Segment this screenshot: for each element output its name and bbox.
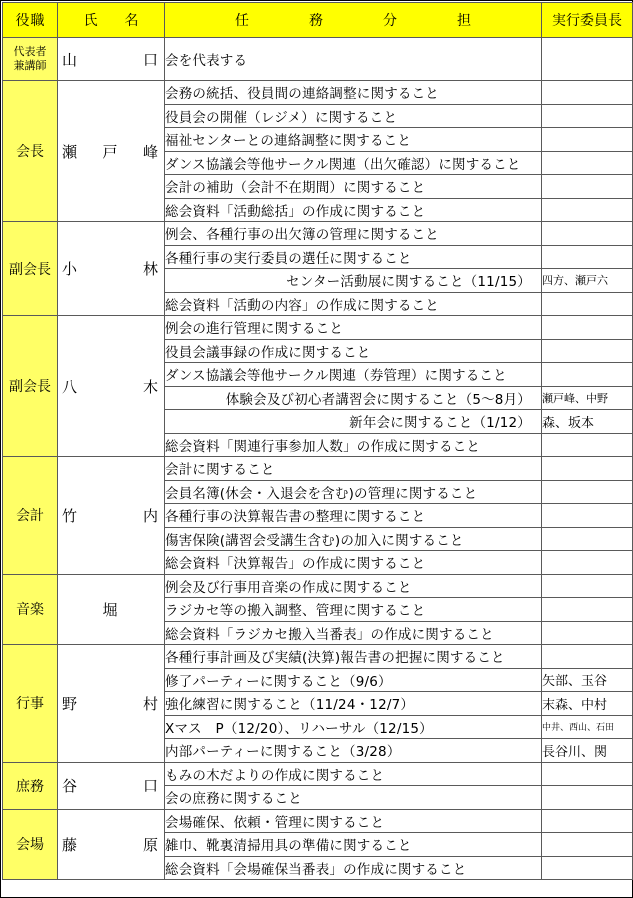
header-name <box>58 3 165 38</box>
exec-committee-cell <box>542 762 633 786</box>
table-row <box>3 38 633 81</box>
exec-committee-cell: 中井、西山、石田 <box>542 715 633 739</box>
duty-cell: 総会資料「関連行事参加人数」の作成に関すること <box>165 433 542 457</box>
table-row <box>3 645 633 669</box>
duty-cell: 会計に関すること <box>165 457 542 481</box>
exec-committee-cell <box>542 316 633 340</box>
duty-cell: 役員会の開催（レジメ）に関すること <box>165 104 542 128</box>
duty-cell: 会務の統括、役員間の連絡調整に関すること <box>165 81 542 105</box>
exec-committee-cell <box>542 598 633 622</box>
person-name <box>58 599 164 620</box>
name-char: 堀 <box>102 600 118 619</box>
exec-committee-cell <box>542 809 633 833</box>
duty-cell: 雑巾、靴裏清掃用具の準備に関すること <box>165 833 542 857</box>
role-label: 会計 <box>16 508 44 525</box>
name-char: 谷 <box>62 777 78 795</box>
duty-cell: 会計の補助（会計不在期間）に関すること <box>165 175 542 199</box>
duty-cell: 会の庶務に関すること <box>165 786 542 810</box>
duty-cell: 総会資料「ラジカセ搬入当番表」の作成に関すること <box>165 621 542 645</box>
duty-cell: 福祉センターとの連絡調整に関すること <box>165 128 542 152</box>
exec-committee-cell <box>542 198 633 222</box>
person-name <box>58 775 164 796</box>
role-cell <box>3 316 58 457</box>
exec-committee-cell <box>542 527 633 551</box>
duty-cell: ラジカセ等の搬入調整、管理に関すること <box>165 598 542 622</box>
exec-committee-cell <box>542 292 633 316</box>
exec-committee-cell <box>542 175 633 199</box>
role-label: 音楽 <box>16 602 44 619</box>
duty-cell: 総会資料「活動の内容」の作成に関すること <box>165 292 542 316</box>
person-name <box>58 834 164 855</box>
duty-cell: 総会資料「活動総括」の作成に関すること <box>165 198 542 222</box>
duty-cell: 各種行事の実行委員の選任に関すること <box>165 245 542 269</box>
name-cell <box>58 645 165 763</box>
name-char: 竹 <box>62 506 78 525</box>
duty-cell: 体験会及び初心者講習会に関すること（5～8月） <box>165 386 542 410</box>
role-label: 会場 <box>16 837 44 854</box>
person-name <box>58 376 164 397</box>
duty-assignment-table <box>2 2 633 880</box>
name-char: 林 <box>142 260 158 278</box>
name-cell <box>58 762 165 809</box>
exec-committee-cell <box>542 339 633 363</box>
header-role-char: 職 <box>30 13 45 29</box>
role-cell <box>3 645 58 763</box>
name-char: 口 <box>142 50 158 69</box>
person-name <box>58 505 164 526</box>
name-cell <box>58 457 165 575</box>
table-row <box>3 222 633 246</box>
role-cell <box>3 762 58 809</box>
exec-committee-cell <box>542 833 633 857</box>
exec-committee-cell <box>542 151 633 175</box>
role-cell <box>3 574 58 645</box>
exec-committee-cell: 瀬戸峰、中野 <box>542 386 633 410</box>
exec-committee-cell <box>542 81 633 105</box>
role-cell <box>3 809 58 880</box>
role-cell <box>3 457 58 575</box>
person-name <box>58 49 164 70</box>
duty-cell: 修了パーティーに関すること（9/6） <box>165 668 542 692</box>
duty-cell: 各種行事の決算報告書の整理に関すること <box>165 504 542 528</box>
name-char: 木 <box>142 377 158 396</box>
exec-committee-cell <box>542 128 633 152</box>
duty-cell: ダンス協議会等他サークル関連（出欠確認）に関すること <box>165 151 542 175</box>
exec-committee-cell <box>542 645 633 669</box>
header-exec: 実行委員長 <box>542 3 633 38</box>
role-cell <box>3 81 58 222</box>
duty-cell: 例会及び行事用音楽の作成に関すること <box>165 574 542 598</box>
table-row <box>3 809 633 833</box>
duty-cell: ダンス協議会等他サークル関連（券管理）に関すること <box>165 363 542 387</box>
role-line: 兼講師 <box>13 59 47 72</box>
name-char: 峰 <box>142 142 158 161</box>
name-cell <box>58 38 165 81</box>
role-label: 行事 <box>16 696 44 713</box>
table-row <box>3 457 633 481</box>
exec-committee-cell <box>542 433 633 457</box>
exec-committee-cell <box>542 574 633 598</box>
header-duty <box>165 3 542 38</box>
duty-cell: 新年会に関すること（1/12） <box>165 410 542 434</box>
exec-committee-cell: 矢部、玉谷 <box>542 668 633 692</box>
exec-committee-cell <box>542 363 633 387</box>
exec-committee-cell <box>542 104 633 128</box>
name-char: 八 <box>62 377 78 396</box>
exec-committee-cell <box>542 786 633 810</box>
role-label: 庶務 <box>16 778 44 795</box>
exec-committee-cell <box>542 621 633 645</box>
name-char: 野 <box>62 694 78 713</box>
exec-committee-cell <box>542 551 633 575</box>
person-name <box>58 141 164 162</box>
name-char: 村 <box>142 694 158 713</box>
duty-cell: 役員会議事録の作成に関すること <box>165 339 542 363</box>
header-name-char: 氏 <box>83 13 98 29</box>
name-char: 山 <box>62 50 78 69</box>
name-char: 戸 <box>102 142 118 161</box>
duty-cell: 例会の進行管理に関すること <box>165 316 542 340</box>
person-name <box>58 693 164 714</box>
exec-committee-cell <box>542 856 633 880</box>
name-char: 原 <box>142 835 158 854</box>
exec-committee-cell <box>542 245 633 269</box>
exec-committee-cell <box>542 480 633 504</box>
duty-cell: 内部パーティーに関すること（3/28） <box>165 739 542 763</box>
duty-cell: 各種行事計画及び実績(決算)報告書の把握に関すること <box>165 645 542 669</box>
exec-committee-cell: 森、坂本 <box>542 410 633 434</box>
name-cell <box>58 809 165 880</box>
duty-cell: 会員名簿(休会・入退会を含む)の管理に関すること <box>165 480 542 504</box>
duty-cell: 会を代表する <box>165 38 542 81</box>
exec-committee-cell: 長谷川、関 <box>542 739 633 763</box>
duty-cell: 傷害保険(講習会受講生含む)の加入に関すること <box>165 527 542 551</box>
duty-cell: 会場確保、依頼・管理に関すること <box>165 809 542 833</box>
header-duty-char: 務 <box>309 13 323 29</box>
exec-committee-cell: 末森、中村 <box>542 692 633 716</box>
name-cell <box>58 222 165 316</box>
exec-committee-cell <box>542 38 633 81</box>
duty-cell: もみの木だよりの作成に関すること <box>165 762 542 786</box>
header-name-char: 名 <box>124 13 139 29</box>
duty-cell: Xマス P（12/20）、リハーサル（12/15） <box>165 715 542 739</box>
header-role <box>3 3 58 38</box>
header-row <box>3 3 633 38</box>
role-label: 会長 <box>16 144 44 160</box>
role-label: 副会長 <box>9 261 51 278</box>
exec-committee-cell <box>542 457 633 481</box>
name-char: 藤 <box>62 835 78 854</box>
header-duty-char: 任 <box>235 13 249 29</box>
duty-cell: 総会資料「決算報告」の作成に関すること <box>165 551 542 575</box>
table-row <box>3 574 633 598</box>
exec-committee-cell: 四方、瀬戸六 <box>542 269 633 293</box>
duty-cell: 例会、各種行事の出欠簿の管理に関すること <box>165 222 542 246</box>
person-name <box>58 258 164 279</box>
duty-cell: 総会資料「会場確保当番表」の作成に関すること <box>165 856 542 880</box>
name-char: 瀬 <box>62 142 78 161</box>
header-duty-char: 担 <box>457 13 471 29</box>
name-char: 内 <box>142 506 158 525</box>
role-line: 代表者 <box>13 45 47 58</box>
name-char: 口 <box>142 777 158 795</box>
duty-cell: センター活動展に関すること（11/15） <box>165 269 542 293</box>
name-cell <box>58 316 165 457</box>
exec-committee-cell <box>542 504 633 528</box>
table-row <box>3 316 633 340</box>
duty-cell: 強化練習に関すること（11/24・12/7） <box>165 692 542 716</box>
table-row <box>3 81 633 105</box>
role-cell <box>3 38 58 81</box>
exec-committee-cell <box>542 222 633 246</box>
table-row <box>3 762 633 786</box>
header-duty-char: 分 <box>383 13 397 29</box>
role-label: 副会長 <box>9 379 51 395</box>
name-cell <box>58 81 165 222</box>
role-cell <box>3 222 58 316</box>
name-cell <box>58 574 165 645</box>
header-role-char: 役 <box>15 13 30 29</box>
name-char: 小 <box>62 260 78 278</box>
table-body <box>3 38 633 880</box>
